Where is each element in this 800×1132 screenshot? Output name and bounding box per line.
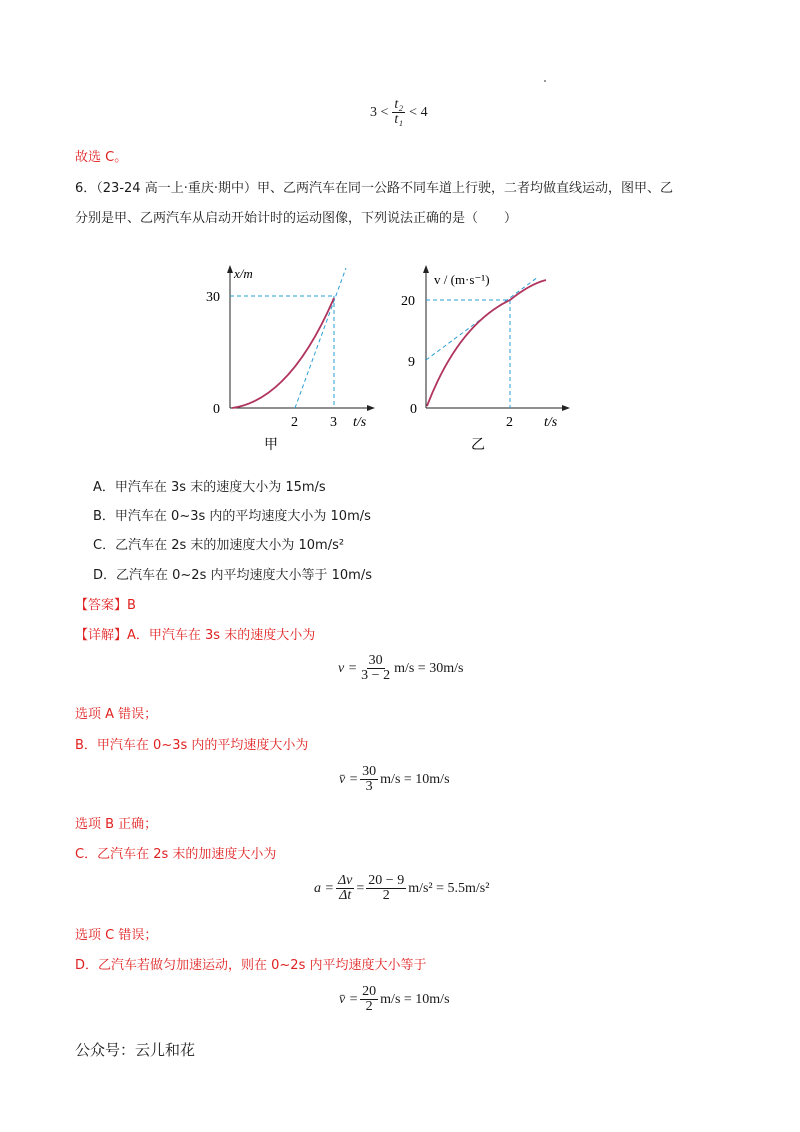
- answer: 【答案】B: [75, 598, 136, 613]
- top-equation: 3 < $\frac{\text{t₂}}{\text{t₁}}$ < 4: [370, 97, 428, 127]
- tick-label-2: 2: [291, 415, 298, 430]
- detail-d-intro: D．乙汽车若做匀加速运动，则在 0~2s 内平均速度大小等于: [75, 958, 427, 973]
- graph-yi: [398, 260, 578, 453]
- question-text: （23-24 高一上·重庆·期中）甲、乙两汽车在同一公路不同车道上行驶，二者均做直线运动，图甲、乙: [96, 181, 673, 196]
- tick-label-30: 30: [206, 290, 220, 305]
- equation-4: v̄ = $\frac{20}{2}$ m/s = 10m/s: [339, 984, 450, 1014]
- x-axis-arrow: [562, 405, 570, 411]
- x-axis-label: t/s: [353, 415, 367, 430]
- tangent-line: [295, 268, 346, 408]
- detail-b-intro: B．甲汽车在 0~3s 内的平均速度大小为: [75, 738, 309, 753]
- option-d: D．乙汽车在 0~2s 内平均速度大小等于 10m/s: [93, 568, 372, 583]
- tick-label-3: 3: [330, 415, 337, 430]
- x-axis-arrow: [367, 405, 375, 411]
- y-axis-arrow: [227, 265, 233, 273]
- tick-label-20: 20: [401, 294, 415, 309]
- conclusion: 故选 C。: [75, 150, 128, 165]
- option-c: C．乙汽车在 2s 末的加速度大小为 10m/s²: [93, 538, 345, 553]
- graph-caption: 甲: [264, 437, 278, 453]
- y-axis-arrow: [423, 265, 429, 273]
- detail-c-result: 选项 C 错误；: [75, 928, 158, 943]
- detail-a-result: 选项 A 错误；: [75, 707, 158, 722]
- velocity-curve: [427, 280, 546, 406]
- detail-b-result: 选项 B 正确；: [75, 817, 158, 832]
- tick-label-2: 2: [506, 415, 513, 430]
- detail-c-intro: C．乙汽车在 2s 末的加速度大小为: [75, 847, 277, 862]
- equation-3: a = $\frac{\Delta v}{\Delta t}$ = $\frac{20 - 9}{2}$ m/s² = 5.5m/s²: [314, 873, 490, 903]
- page-mark: [544, 80, 546, 82]
- equation-1: v = $\frac{30}{3 - 2}$ m/s = 30m/s: [338, 653, 464, 683]
- question-number: 6．: [75, 181, 97, 196]
- graph-caption: 乙: [471, 437, 485, 453]
- equation-2: v̄ = $\frac{30}{3}$ m/s = 10m/s: [339, 764, 450, 794]
- tick-label-0: 0: [213, 402, 220, 417]
- question-line-2: 分别是甲、乙两汽车从启动开始计时的运动图像，下列说法正确的是（ ）: [75, 211, 518, 226]
- option-b: B．甲汽车在 0~3s 内的平均速度大小为 10m/s: [93, 509, 371, 524]
- question-line-1: [75, 180, 673, 198]
- position-curve: [232, 298, 334, 408]
- option-a: A．甲汽车在 3s 末的速度大小为 15m/s: [93, 480, 326, 495]
- tick-label-9: 9: [408, 355, 415, 370]
- y-axis-label: x/m: [234, 266, 253, 281]
- graph-jia: [206, 260, 380, 453]
- detail-a-intro: 【详解】A．甲汽车在 3s 末的速度大小为: [75, 628, 316, 643]
- footer-text: 公众号：云儿和花: [75, 1041, 196, 1059]
- tick-label-0: 0: [410, 402, 417, 417]
- x-axis-label: t/s: [544, 415, 558, 430]
- y-axis-label: v / (m·s⁻¹): [434, 272, 490, 287]
